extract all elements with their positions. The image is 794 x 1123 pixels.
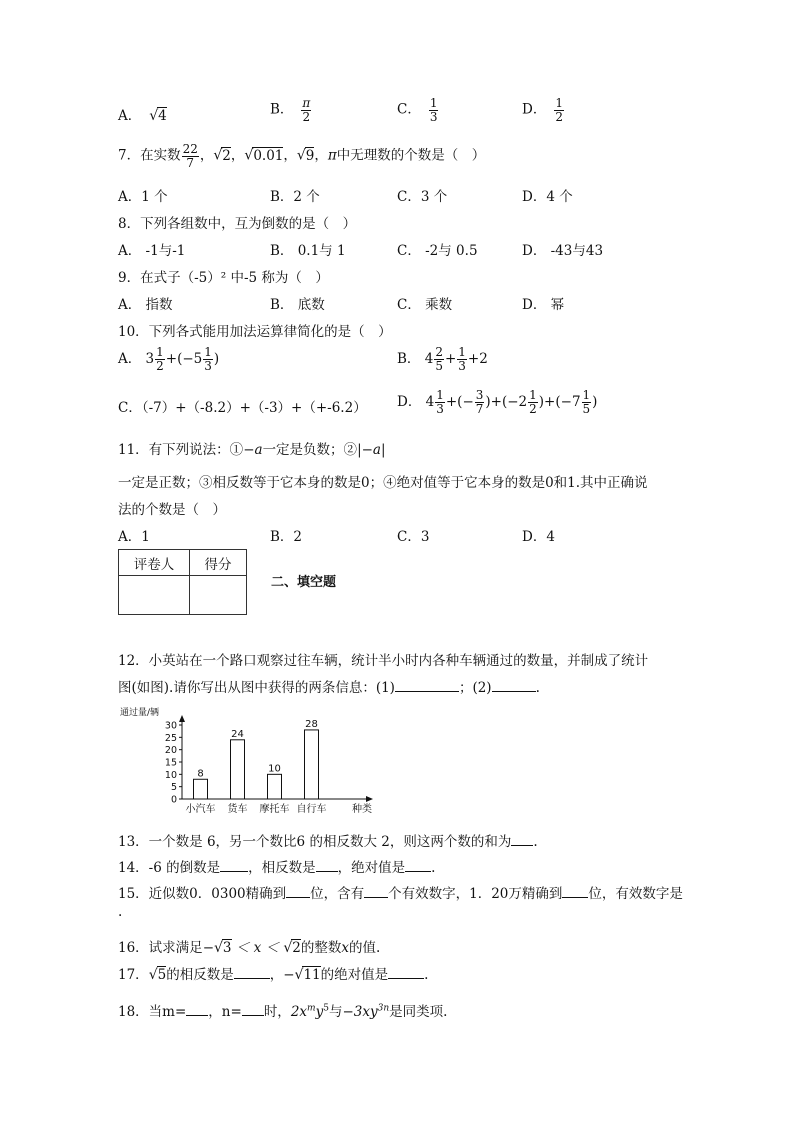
score-table-grader-cell xyxy=(119,576,190,615)
score-table-header-grader: 评卷人 xyxy=(119,550,190,576)
chart-y-tick-label: 0 xyxy=(170,794,177,806)
chart-y-tick-label: 5 xyxy=(170,782,177,794)
chart-data-label: 28 xyxy=(305,718,318,730)
q11-option-a: A．1 xyxy=(118,529,150,545)
chart-data-label: 8 xyxy=(197,768,204,780)
q6-option-b: B． $\frac{\pi}{2}$ xyxy=(270,96,311,124)
vehicle-bar-chart xyxy=(118,703,372,818)
chart-bar xyxy=(231,740,245,799)
q12-blank-2 xyxy=(492,691,536,692)
chart-y-tick-label: 20 xyxy=(164,745,177,757)
q11-option-b: B．2 xyxy=(270,529,303,545)
q11-line2: 一定是正数；③相反数等于它本身的数是0；④绝对值等于它本身的数是0和1.其中正确说 xyxy=(118,475,648,491)
chart-data-label: 10 xyxy=(268,763,281,775)
q17: 17．√5的相反数是 ，−√11的绝对值是 . xyxy=(118,967,429,983)
q8-option-d: D． -43与43 xyxy=(522,243,604,259)
q6-option-d: D． $\frac{1}{2}$ xyxy=(522,96,563,124)
q11-line3: 法的个数是（ ） xyxy=(118,502,226,518)
chart-y-tick-label: 10 xyxy=(164,769,177,781)
q10-option-c: C．（-7）+（-8.2）+（-3）+（+-6.2） xyxy=(118,400,367,416)
score-table-score-cell xyxy=(190,576,247,615)
chart-category-label: 小汽车 xyxy=(185,804,216,815)
chart-y-tick-label: 15 xyxy=(164,757,177,769)
chart-category-label: 摩托车 xyxy=(259,804,290,815)
chart-category-label: 自行车 xyxy=(296,804,327,815)
q9-option-c: C． 乘数 xyxy=(397,297,453,313)
chart-category-label: 货车 xyxy=(227,804,248,815)
q10-option-a: A． 3 $\frac{1}{2}$ +(−5 $\frac{1}{3}$ ) xyxy=(118,345,220,373)
q15-line1: 15．近似数0．0300精确到 位，含有 个有效数字，1．20万精确到 位，有效数字是 xyxy=(118,886,683,902)
chart-xlabel: 种类 xyxy=(352,804,372,815)
section-title: 二、填空题 xyxy=(271,575,337,590)
q8-option-a: A． -1与-1 xyxy=(118,243,186,259)
q11-option-c: C．3 xyxy=(397,529,430,545)
q10-option-d: D． 4 $\frac{1}{3}$ +(− $\frac{3}{7}$ )+(−2 $\frac{1}{2}$ )+(−7 $\frac{1}{5}$ ) xyxy=(397,388,598,416)
q7-option-a: A．1 个 xyxy=(118,189,168,205)
chart-bar xyxy=(194,779,208,799)
q8-option-b: B． 0.1与 1 xyxy=(270,243,346,259)
chart-y-tick-label: 25 xyxy=(164,732,177,744)
q10-option-b: B． 4 $\frac{2}{5}$ + $\frac{1}{3}$ +2 xyxy=(397,345,488,373)
q9-option-a: A． 指数 xyxy=(118,297,173,313)
q15-line2: . xyxy=(118,904,123,920)
q7-option-b: B．2 个 xyxy=(270,189,320,205)
q8-stem: 8．下列各组数中，互为倒数的是（ ） xyxy=(118,216,357,232)
chart-y-arrow xyxy=(179,715,185,722)
q14: 14．-6 的倒数是 ，相反数是 ，绝对值是 . xyxy=(118,860,436,876)
chart-x-arrow xyxy=(366,796,373,802)
q7-option-d: D．4 个 xyxy=(522,189,573,205)
chart-bar xyxy=(305,730,319,799)
q16: 16．试求满足−√3 ＜ x ＜ √2的整数x的值. xyxy=(118,940,381,956)
q8-option-c: C． -2与 0.5 xyxy=(397,243,478,259)
q9-stem: 9．在式子（-5）² 中-5 称为（ ） xyxy=(118,270,329,286)
chart-bar xyxy=(268,774,282,799)
q18: 18．当m= ，n= 时，$2x^my^5$与$-3xy^{3n}$是同类项. xyxy=(118,1003,448,1020)
q11-line1: 11．有下列说法：①−a一定是负数；②|−a| xyxy=(118,442,386,458)
q7-stem: 7．在实数 $\frac{22}{7}$ ，√2，√0.01，√9，π中无理数的个数是（ ） xyxy=(118,142,486,170)
chart-data-label: 24 xyxy=(231,728,244,740)
score-table-header-score: 得分 xyxy=(190,550,247,576)
q13: 13．一个数是 6，另一个数比6 的相反数大 2，则这两个数的和为 . xyxy=(118,834,538,850)
chart-y-tick-label: 30 xyxy=(164,720,177,732)
chart-ylabel: 通过量/辆 xyxy=(120,708,160,718)
q11-option-d: D．4 xyxy=(522,529,555,545)
q10-stem: 10．下列各式能用加法运算律简化的是（ ） xyxy=(118,324,392,340)
q7-option-c: C．3 个 xyxy=(397,189,448,205)
q12-line1: 12．小英站在一个路口观察过往车辆，统计半小时内各种车辆通过的数量，并制成了统计 xyxy=(118,653,649,669)
q6-option-c: C． $\frac{1}{3}$ xyxy=(397,96,438,124)
q12-line2: 图(如图).请你写出从图中获得的两条信息：(1) ；(2) . xyxy=(118,680,540,696)
q12-blank-1 xyxy=(395,691,459,692)
q9-option-b: B． 底数 xyxy=(270,297,325,313)
q9-option-d: D． 幂 xyxy=(522,297,565,313)
score-table xyxy=(118,549,247,615)
q6-option-a: A． √4 xyxy=(118,108,167,124)
